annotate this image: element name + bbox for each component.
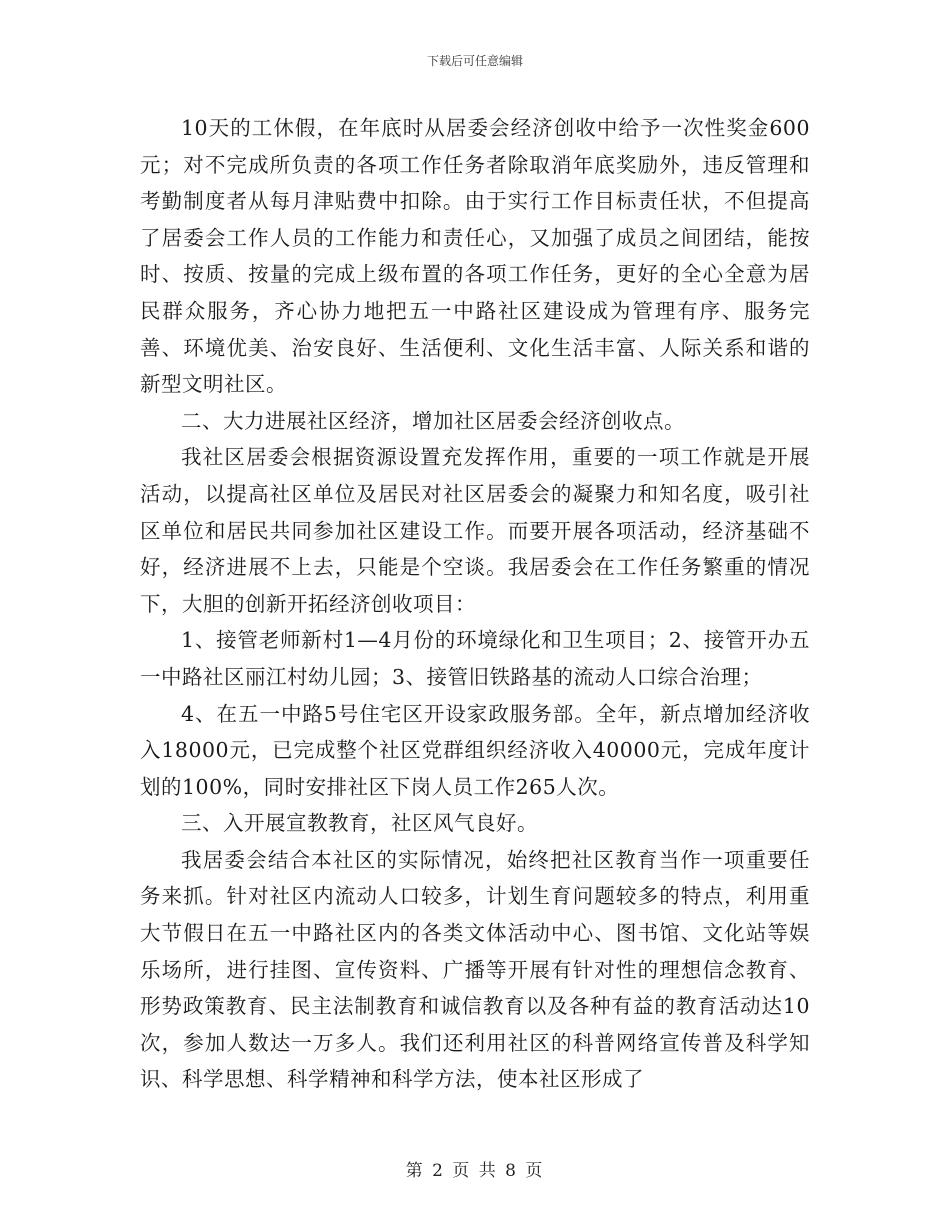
document-body xyxy=(140,110,810,1098)
page-number: 第 2 页 共 8 页 xyxy=(405,1161,545,1181)
paragraph-education: 我居委会结合本社区的实际情况，始终把社区教育当作一项重要任务来抓。针对社区内流动人口较多，计划生育问题较多的特点，利用重大节假日在五一中路社区内的各类文体活动中心、图书馆、文化站等娱乐场所，进行挂图、宣传资料、广播等开展有针对性的理想信念教育、形势政策教育、民主法制教育和诚信教育以及各种有益的教育活动达10次，参加人数达一万多人。我们还利用社区的科普网络宣传普及科学知识、科学思想、科学精神和科学方法，使本社区形成了 xyxy=(140,847,810,1092)
section-heading-2: 二、大力进展社区经济，增加社区居委会经济创收点。 xyxy=(181,408,685,433)
page-header: 下载后可任意编辑 xyxy=(426,54,523,68)
paragraph-income: 4、在五一中路5号住宅区开设家政服务部。全年，新点增加经济收入18000元，已完成整个社区党群组织经济收入40000元，完成年度计划的100%，同时安排社区下岗人员工作265人次。 xyxy=(140,701,810,799)
paragraph-economy: 我社区居委会根据资源设置充发挥作用，重要的一项工作就是开展活动，以提高社区单位及居民对社区居委会的凝聚力和知名度，吸引社区单位和居民共同参加社区建设工作。而要开展各项活动，经济基础不好，经济进展不上去，只能是个空谈。我居委会在工作任务繁重的情况下，大胆的创新开拓经济创收项目： xyxy=(140,445,810,616)
paragraph-projects-list: 1、接管老师新村1—4月份的环境绿化和卫生项目；2、接管开办五一中路社区丽江村幼儿园；3、接管旧铁路基的流动人口综合治理； xyxy=(140,628,810,689)
section-heading-3: 三、入开展宣教教育，社区风气良好。 xyxy=(181,811,538,836)
paragraph-continuation: 10天的工休假，在年底时从居委会经济创收中给予一次性奖金600元；对不完成所负责的各项工作任务者除取消年底奖励外，违反管理和考勤制度者从每月津贴费中扣除。由于实行工作目标责任状，不但提高了居委会工作人员的工作能力和责任心，又加强了成员之间团结，能按时、按质、按量的完成上级布置的各项工作任务，更好的全心全意为居民群众服务，齐心协力地把五一中路社区建设成为管理有序、服务完善、环境优美、治安良好、生活便利、文化生活丰富、人际关系和谐的新型文明社区。 xyxy=(140,116,810,397)
